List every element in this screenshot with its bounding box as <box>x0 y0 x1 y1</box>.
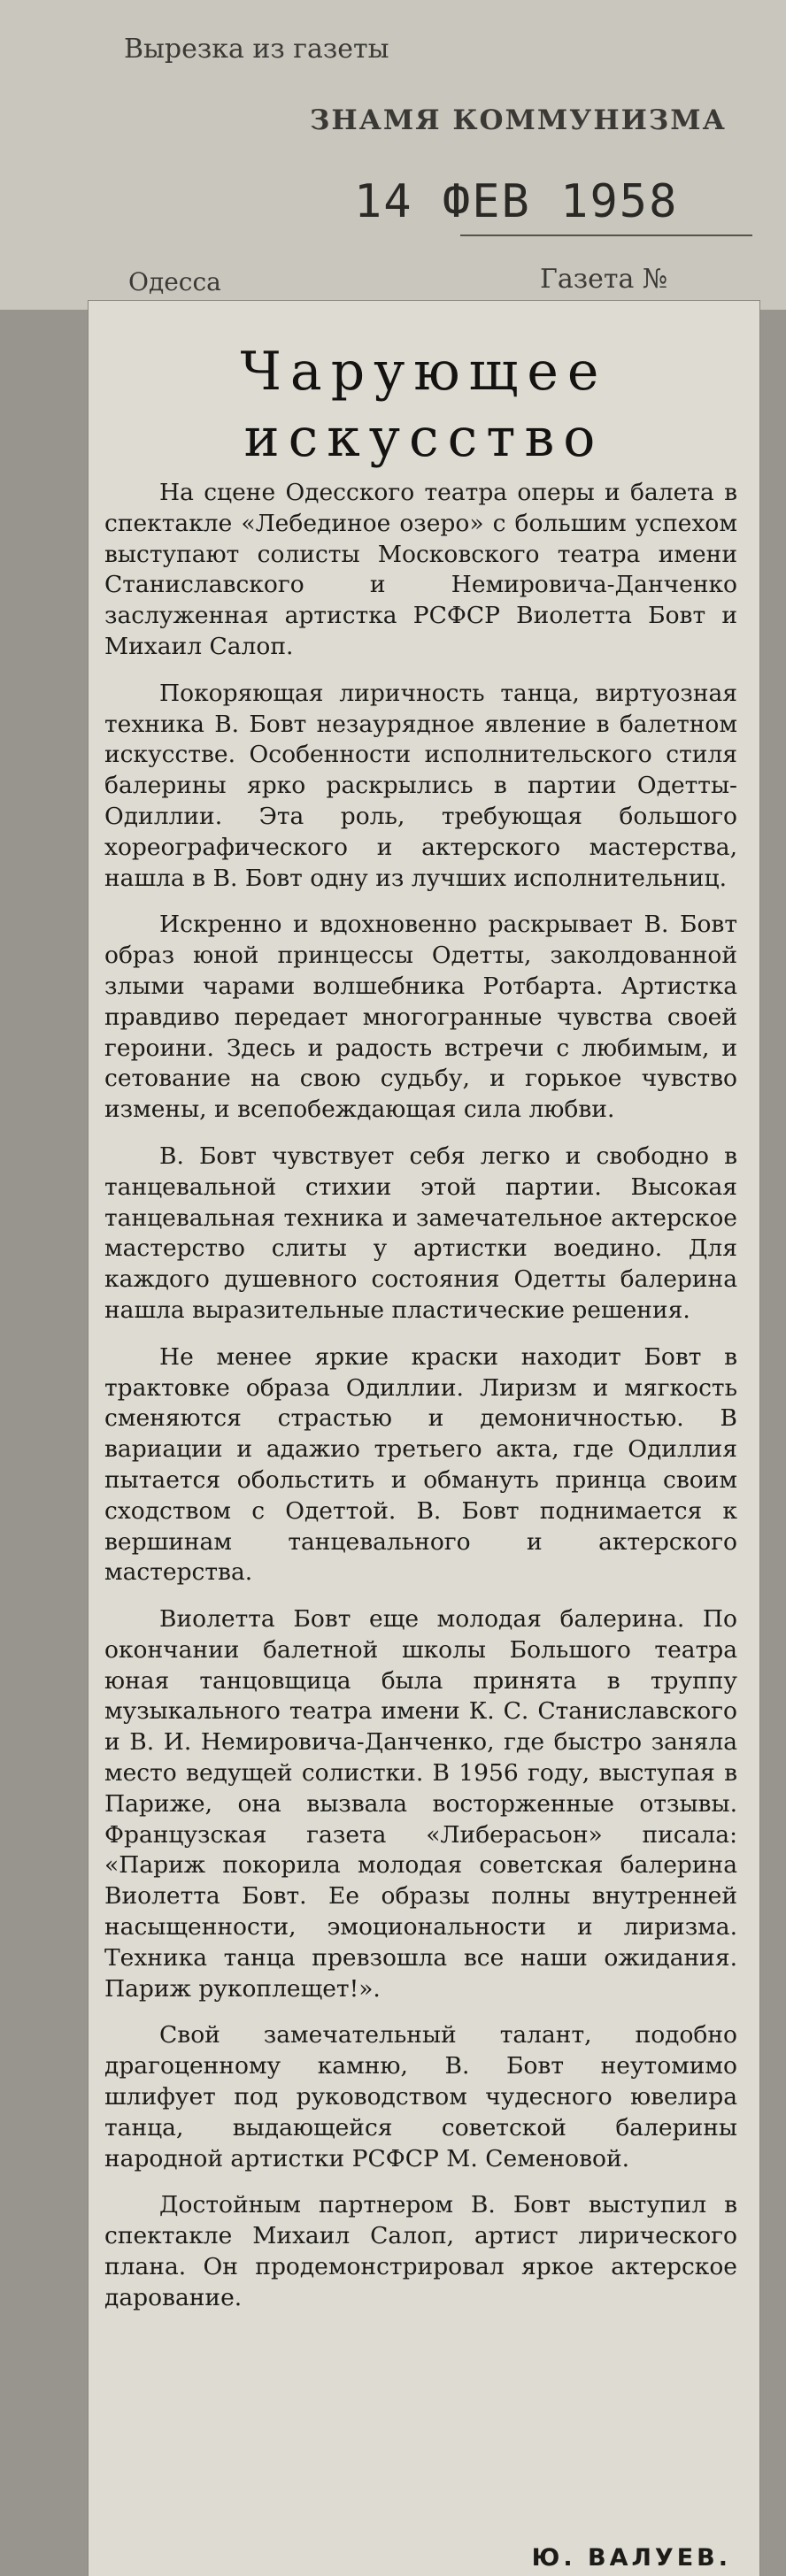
header-rule <box>460 235 752 236</box>
article-paragraph: Виолетта Бовт еще молодая балерина. По окончании балетной школы Большого театра юная танцовщица была принята в труппу музыкального театра имени К. С. Станиславского и В. И. Немировича-Данченко, где быстро заняла место ведущей солистки. В 1956 году, выступая в Париже, она вызвала восторженные отзывы. Французская газета «Либерасьон» писала: «Париж покорила молодая советская балерина Виолетта Бовт. Ее образы полны внутренней насыщенности, эмоциональности и лиризма. Техника танца превзошла все наши ожидания. Париж рукоплещет!». <box>104 1605 737 2003</box>
article-paragraph: На сцене Одесского театра оперы и балета в спектакле «Лебединое озеро» с большим успехом выступают солисты Московского театра имени Станиславского и Немировича-Данченко заслуженная артистка РСФСР Виолетта Бовт и Михаил Салоп. <box>104 479 737 660</box>
gazeta-number-label: Газета № <box>540 264 668 295</box>
clipping-form-header <box>0 0 786 310</box>
article-paragraph: В. Бовт чувствует себя легко и свободно в танцевальной стихии этой партии. Высокая танцевальная техника и замечательное актерское мастерство слиты у артистки воедино. Для каждого душевного состояния Одетты балерина нашла выразительные пластические решения. <box>104 1142 737 1324</box>
article-paragraph: Искренно и вдохновенно раскрывает В. Бовт образ юной принцессы Одетты, заколдованной злыми чарами волшебника Ротбарта. Артистка правдиво передает многогранные чувства своей героини. Здесь и радость встречи с любимым, и сетование на свою судьбу, и горькое чувство измены, и всепобеждающая сила любви. <box>104 911 737 1124</box>
date-stamp: 14 ФЕВ 1958 <box>354 175 679 228</box>
headline-line-2: искусство <box>243 407 605 469</box>
clipping-label: Вырезка из газеты <box>124 34 389 65</box>
article-body <box>104 478 737 2330</box>
newspaper-name: ЗНАМЯ КОММУНИЗМА <box>310 104 727 136</box>
article-paragraph: Достойным партнером В. Бовт выступил в спектакле Михаил Салоп, артист лирического плана. Он продемонстрировал яркое актерское дарование. <box>104 2191 737 2311</box>
city-label: Одесса <box>128 267 221 296</box>
article-paragraph: Покоряющая лиричность танца, виртуозная техника В. Бовт незаурядное явление в балетном искусстве. Особенности исполнительского стиля балерины ярко раскрылись в партии Одетты-Одиллии. Эта роль, требующая большого хореографического и актерского мастерства, нашла в В. Бовт одну из лучших исполнительниц. <box>104 679 737 892</box>
author-byline: Ю. ВАЛУЕВ. <box>531 2544 731 2572</box>
article-paragraph: Не менее яркие краски находит Бовт в трактовке образа Одиллии. Лиризм и мягкость сменяются страстью и демоничностью. В вариации и адажио третьего акта, где Одиллия пытается обольстить и обмануть принца своим сходством с Одеттой. В. Бовт поднимается к вершинам танцевального и актерского мастерства. <box>104 1342 737 1587</box>
headline-line-1: Чарующее <box>240 341 608 403</box>
article-paragraph: Свой замечательный талант, подобно драгоценному камню, В. Бовт неутомимо шлифует под руководством чудесного ювелира танца, выдающейся советской балерины народной артистки РСФСР М. Семеновой. <box>104 2021 737 2172</box>
newspaper-clipping <box>89 301 759 2576</box>
